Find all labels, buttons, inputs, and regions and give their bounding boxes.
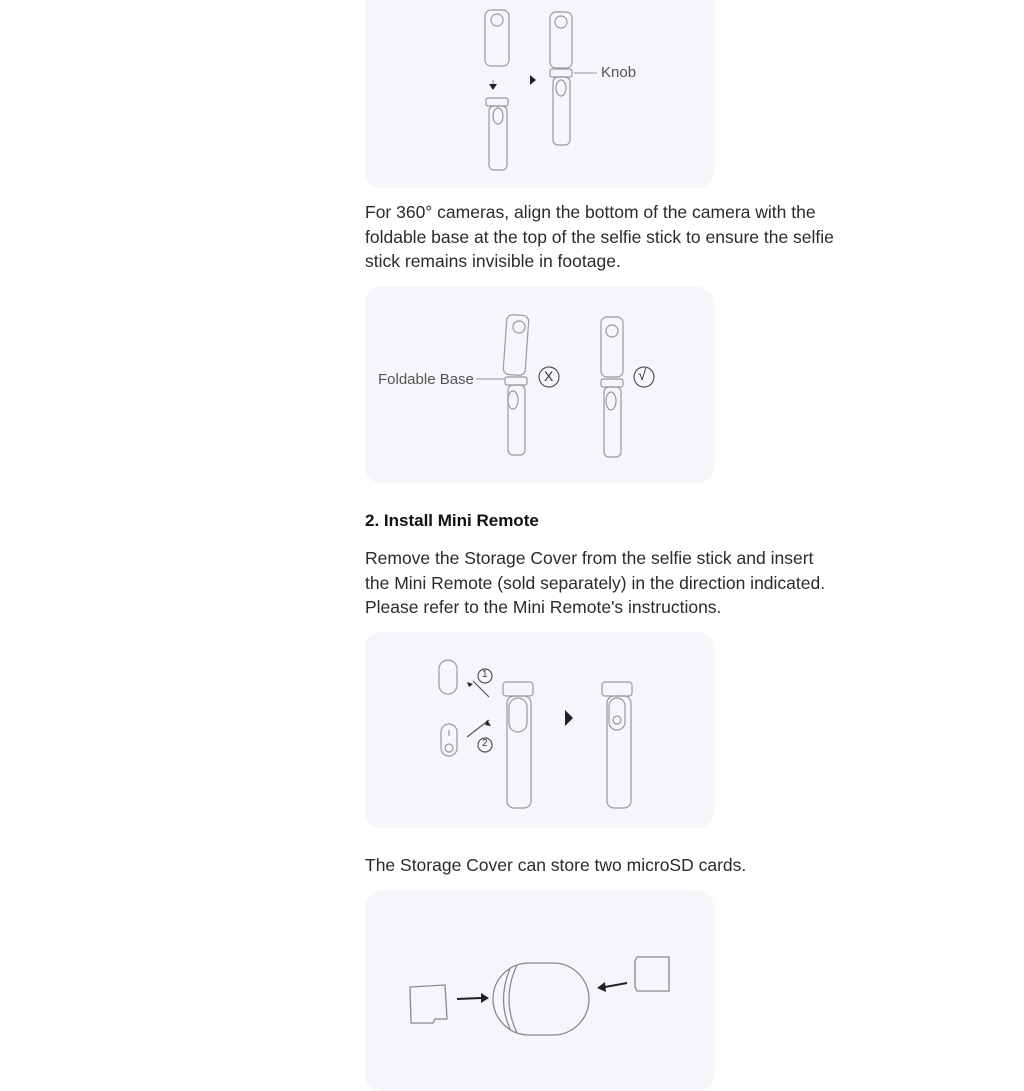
camera-icon [550, 12, 572, 68]
figure-attach-camera [365, 0, 714, 188]
microsd-card-icon [635, 957, 669, 991]
figure-foldable-base [365, 287, 714, 483]
camera-icon [601, 317, 623, 377]
step-2-label: 2 [482, 738, 488, 749]
figure-install-remote [365, 632, 714, 828]
selfie-stick-icon [508, 385, 525, 455]
knob-label: Knob [601, 64, 637, 81]
step-1-label: 1 [482, 669, 488, 680]
paragraph-360-alignment: For 360° cameras, align the bottom of the camera with the foldable base at the top of the selfie stick to ensure the selfie stick remains invisible in footage. [365, 202, 834, 271]
paragraph-install-remote: Remove the Storage Cover from the selfie stick and insert the Mini Remote (sold separately) in the direction indicated. Please refer to the Mini Remote's instructions. [365, 548, 826, 617]
paragraph-storage-cover: The Storage Cover can store two microSD cards. [365, 855, 747, 875]
microsd-card-icon [410, 985, 447, 1023]
arrow-left-icon [597, 982, 606, 992]
correct-mark: √ [638, 367, 647, 384]
arrow-icon [467, 682, 473, 687]
foldable-base-label: Foldable Base [378, 371, 474, 388]
attach-camera-illustration [365, 0, 714, 188]
install-remote-illustration [365, 632, 714, 828]
camera-icon [485, 10, 509, 66]
arrow-right-icon [481, 993, 489, 1003]
storage-cover-icon [439, 660, 457, 694]
arrow-right-icon [530, 75, 536, 85]
selfie-stick-icon [607, 696, 631, 808]
mini-remote-icon [441, 724, 457, 756]
selfie-stick-icon [489, 106, 507, 170]
wrong-mark: X [544, 368, 554, 384]
figure-storage-cover [365, 891, 714, 1091]
storage-cover-illustration [365, 891, 714, 1091]
arrow-right-icon [565, 710, 573, 726]
camera-icon [503, 314, 529, 375]
section-heading-install-mini-remote: 2. Install Mini Remote [365, 511, 539, 530]
